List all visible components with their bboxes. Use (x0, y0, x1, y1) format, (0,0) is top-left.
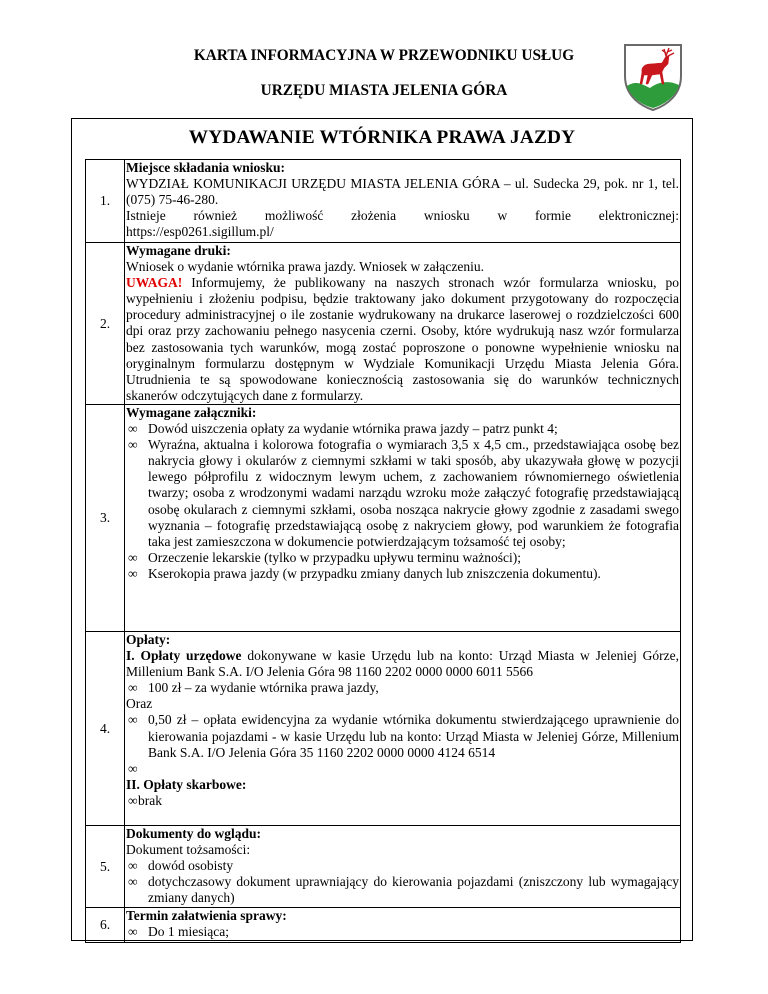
header-line-2: URZĘDU MIASTA JELENIA GÓRA (260, 82, 508, 99)
list-item: ∞ Orzeczenie lekarskie (tylko w przypadku upływu terminu ważności); (128, 549, 521, 565)
row-heading: Wymagane załączniki: (126, 405, 257, 420)
electronic-option-text: Istnieje również możliwość złożenia wniosku w formie elektronicznej: (126, 208, 679, 224)
row-content (125, 160, 681, 242)
row-content (125, 243, 681, 404)
list-item: ∞ 100 zł – za wydanie wtórnika prawa jazdy, (128, 680, 379, 696)
list-item: ∞ Wyraźna, aktualna i kolorowa fotografia o wymiarach 3,5 x 4,5 cm., przedstawiająca osobę bez nakrycia głowy i okularów z ciemnymi szkłami w taki sposób, aby ukazywała głowę w pozycji lewego półprofilu z widocznym lewym uchem, z zachowaniem równomiernego oświetlenia twarzy; osoba z wrodzonymi wadami narządu wzroku może załączyć fotografię przedstawiającą osobę okularach z ciemnymi szkłami, osoba nosząca nakrycie głowy zgodnie z zasadami swego wyznania – fotografię przedstawiającą osobę z nakryciem głowy, pod warunkiem że fotografia taka jest zamieszczona w dokumencie potwierdzającym tożsamość tej osoby; (128, 437, 679, 549)
info-table (85, 159, 681, 943)
list-item (126, 761, 679, 777)
deer-coat-of-arms-icon (622, 42, 684, 112)
row-content (125, 632, 681, 825)
list-item: ∞ Dowód uiszczenia opłaty za wydanie wtórnika prawa jazdy – patrz punkt 4; (128, 421, 558, 437)
stamp-fees-heading: II. Opłaty skarbowe: (126, 776, 247, 792)
warning-paragraph (126, 275, 679, 404)
service-card-frame (71, 118, 693, 941)
row-heading: Termin załatwienia sprawy: (126, 908, 287, 923)
row-content (125, 826, 681, 907)
bullet-icon: ∞ (128, 712, 138, 728)
table-row (85, 159, 681, 242)
esp-link[interactable]: https://esp0261.sigillum.pl/ (126, 224, 274, 240)
bullet-icon: ∞ (128, 792, 138, 808)
table-row (85, 631, 681, 825)
row-heading: Wymagane druki: (126, 243, 231, 258)
list-item: ∞ dowód osobisty (128, 858, 234, 874)
page-header (0, 0, 768, 118)
list-item: ∞ dotychczasowy dokument uprawniający do kierowania pojazdami (zniszczony lub wymagający zmiany danych) (128, 874, 679, 906)
row-number: 3. (85, 405, 125, 631)
warning-text: Informujemy, że publikowany na naszych stronach wzór formularza wniosku, po wypełnieniu i złożeniu podpisu, będzie traktowany jako dokument przygotowany do rozpoczęcia procedury administracyjnej o ile zostanie wydrukowany na drukarce laserowej o rozdzielczości 600 dpi oraz przy zachowaniu pełnego nasycenia czerni. Osoby, które wydrukują nasz wzór formularza bez zastosowania tych warunków, mogą zostać poproszone o ponowne wypełnienie wniosku na oryginalnym formularzu dostępnym w Wydziale Komunikacji Urzędu Miasta Jelenia Góra. Utrudnienia te są spowodowane koniecznością zastosowania się do warunków technicznych skanerów odczytujących dane z formularzy. (126, 275, 679, 403)
warning-label: UWAGA! (126, 275, 183, 291)
row-number: 5. (85, 826, 125, 907)
card-title: WYDAWANIE WTÓRNIKA PRAWA JAZDY (188, 127, 576, 148)
row-heading: Miejsce składania wniosku: (126, 160, 286, 175)
list-item: ∞ 0,50 zł – opłata ewidencyjna za wydanie wtórnika dokumentu stwierdzającego uprawnienie do kierowania pojazdami - w kasie Urzędu lub na konto: Urząd Miasta w Jeleniej Górze, Millenium Bank S.A. I/O Jelenia Góra 35 1160 2202 0000 0000 4124 6514 (128, 712, 679, 760)
bullet-icon: ∞ (128, 421, 138, 437)
bullet-icon: ∞ (128, 858, 138, 874)
table-row (85, 825, 681, 907)
bullet-icon: ∞ (128, 437, 138, 453)
office-address: WYDZIAŁ KOMUNIKACJI URZĘDU MIASTA JELENIA GÓRA – ul. Sudecka 29, pok. nr 1, tel. (075) 75-46-280. (126, 176, 679, 208)
row-number: 6. (85, 908, 125, 942)
bullet-icon: ∞ (128, 549, 138, 565)
table-row (85, 907, 681, 943)
official-fees: I. Opłaty urzędowe dokonywane w kasie Urzędu lub na konto: Urząd Miasta w Jeleniej Górze, Millenium Bank S.A. I/O Jelenia Góra 98 1160 2202 0000 0000 6011 5566 (126, 648, 679, 680)
row-content (125, 908, 681, 942)
row-number: 4. (85, 632, 125, 825)
bullet-icon: ∞ (128, 760, 138, 776)
form-info: Wniosek o wydanie wtórnika prawa jazdy. Wniosek w załączeniu. (126, 259, 484, 275)
oraz-text: Oraz (126, 696, 153, 712)
header-line-1: KARTA INFORMACYJNA W PRZEWODNIKU USŁUG (193, 47, 575, 64)
list-item: ∞ Do 1 miesiąca; (128, 924, 229, 940)
table-row (85, 242, 681, 404)
bullet-icon: ∞ (128, 680, 138, 696)
row-content (125, 405, 681, 631)
table-row (85, 404, 681, 631)
bullet-icon: ∞ (128, 924, 138, 940)
row-number: 2. (85, 243, 125, 404)
list-item: ∞ brak (128, 792, 162, 808)
list-item: ∞ Kserokopia prawa jazdy (w przypadku zmiany danych lub zniszczenia dokumentu). (128, 565, 601, 581)
bullet-icon: ∞ (128, 874, 138, 890)
row-heading: Dokumenty do wglądu: (126, 826, 262, 841)
identity-document: Dokument tożsamości: (126, 842, 251, 858)
row-heading: Opłaty: (126, 632, 171, 647)
bullet-icon: ∞ (128, 565, 138, 581)
row-number: 1. (85, 160, 125, 242)
